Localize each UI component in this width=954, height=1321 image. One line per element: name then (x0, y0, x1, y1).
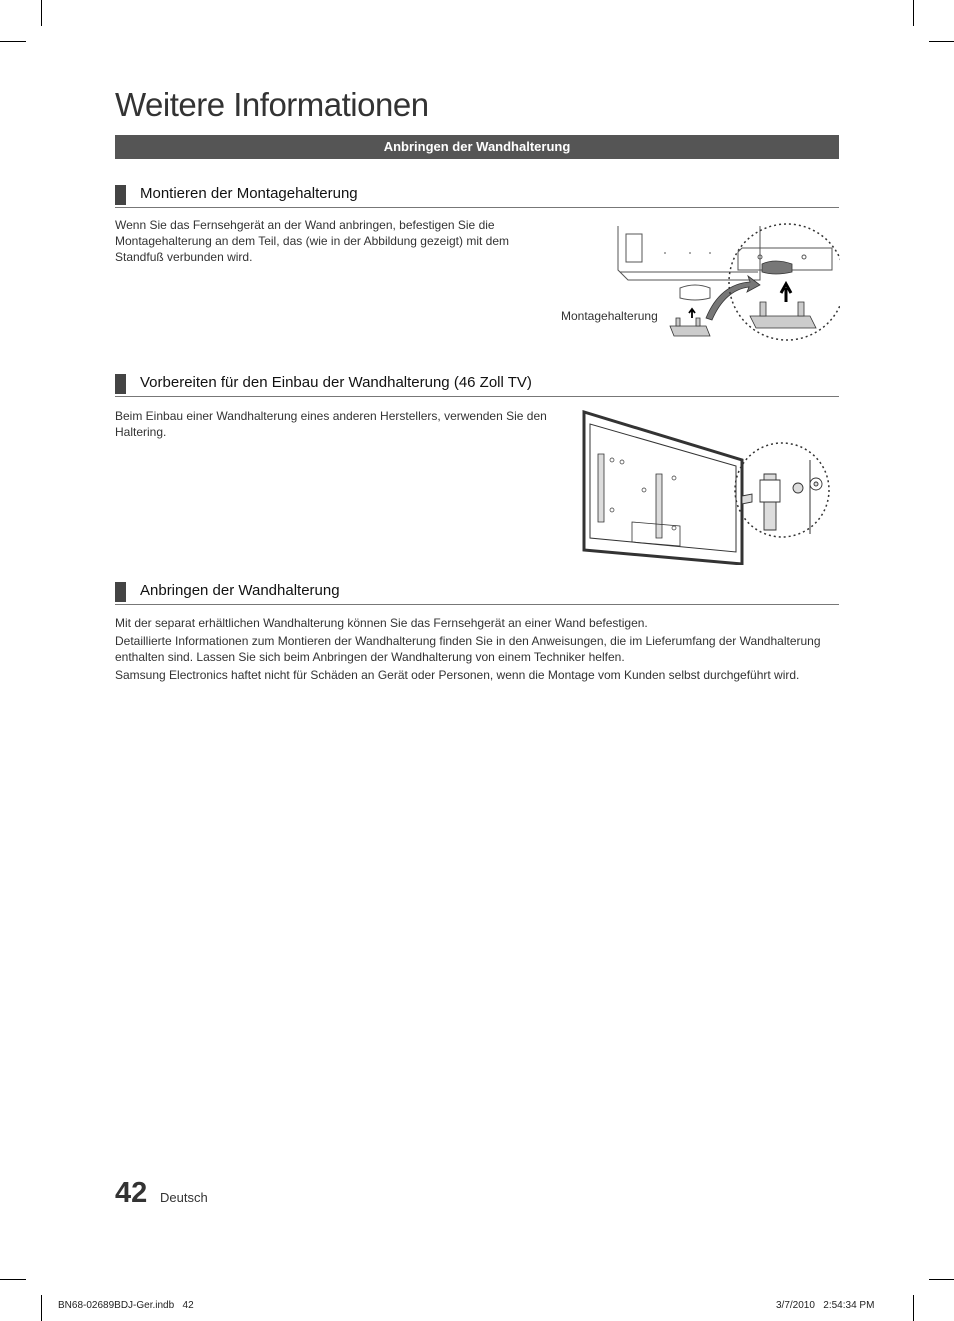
section-text: Wenn Sie das Fernsehgerät an der Wand anbringen, befestigen Sie die Montagehalterung an dem Teil, das (wie in der Abbildung gezeigt) mit dem Standfuß verbunden wird. (115, 218, 510, 264)
crop-mark (929, 1279, 954, 1280)
crop-mark (913, 0, 914, 26)
crop-mark (41, 0, 42, 26)
subsection-heading (115, 185, 839, 208)
section-text: Beim Einbau einer Wandhalterung eines anderen Herstellers, verwenden Sie den Haltering. (115, 409, 547, 439)
crop-mark (929, 41, 954, 42)
language-label: Deutsch (160, 1190, 208, 1205)
figure-label: Montagehalterung (561, 309, 658, 323)
crop-mark (0, 1279, 26, 1280)
subsection-heading-label: Anbringen der Wandhalterung (140, 582, 340, 599)
paragraph: Samsung Electronics haftet nicht für Schäden an Gerät oder Personen, wenn die Montage vom Kunden selbst durchgeführt wird. (115, 668, 800, 682)
heading-marker (115, 185, 126, 205)
print-file-info: BN68-02689BDJ-Ger.indb 42 (58, 1300, 194, 1311)
crop-mark (41, 1295, 42, 1321)
crop-mark (0, 41, 26, 42)
subsection-heading (115, 374, 839, 397)
section-paragraphs (115, 615, 839, 683)
heading-marker (115, 582, 126, 602)
subsection-heading-label: Montieren der Montagehalterung (140, 185, 358, 202)
subsection-heading (115, 582, 839, 605)
section-title-bar: Anbringen der Wandhalterung (115, 135, 839, 159)
page-number: 42 (115, 1177, 148, 1209)
subsection-heading-label: Vorbereiten für den Einbau der Wandhalterung (46 Zoll TV) (140, 374, 532, 391)
heading-marker (115, 374, 126, 394)
page-title: Weitere Informationen (115, 86, 429, 123)
crop-mark (913, 1295, 914, 1321)
print-timestamp: 3/7/2010 2:54:34 PM (776, 1300, 875, 1311)
paragraph: Mit der separat erhältlichen Wandhalterung können Sie das Fernsehgerät an einer Wand befestigen. (115, 616, 648, 630)
wall-mount-ring-illustration (582, 410, 832, 565)
paragraph: Detaillierte Informationen zum Montieren der Wandhalterung finden Sie in den Anweisungen, die im Lieferumfang der Wandhalterung enthalten sind. Lassen Sie sich beim Anbringen der Wandhalterung von einem Techniker helfen. (115, 634, 821, 664)
mounting-bracket-illustration (610, 222, 840, 347)
